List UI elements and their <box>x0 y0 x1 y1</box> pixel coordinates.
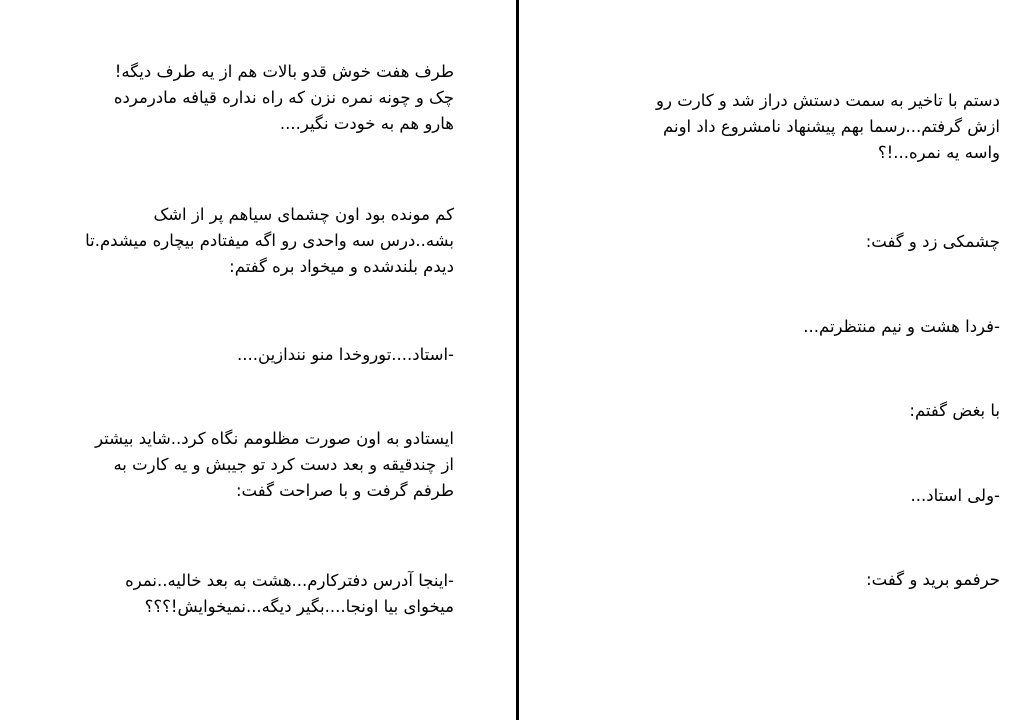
page-divider <box>516 0 519 720</box>
left-paragraph-4 <box>95 426 454 504</box>
left-paragraph-2 <box>85 202 454 280</box>
right-paragraph-6 <box>866 567 1000 593</box>
right-paragraph-4 <box>909 398 1000 424</box>
text-line: ایستادو به اون صورت مظلومم نگاه کرد..شاید بیشتر <box>95 429 454 448</box>
text-line: طرفم گرفت و با صراحت گفت: <box>235 481 454 500</box>
text-line: ازش گرفتم...رسما بهم پیشنهاد نامشروع داد اونم <box>663 117 1000 136</box>
right-paragraph-1 <box>656 88 1000 166</box>
text-line: -اینجا آدرس دفترکارم...هشت به بعد خالیه..نمره <box>125 571 454 590</box>
left-paragraph-3 <box>237 342 454 368</box>
right-paragraph-3 <box>803 314 1000 340</box>
text-line: طرف هفت خوش قدو بالات هم از یه طرف دیگه! <box>114 62 454 81</box>
text-line: از چندقیقه و بعد دست کرد تو جیبش و یه کارت به <box>113 455 454 474</box>
text-line: هارو هم به خودت نگیر.... <box>279 114 454 133</box>
text-line: کم مونده بود اون چشمای سیاهم پر از اشک <box>153 205 454 224</box>
right-paragraph-5 <box>911 483 1000 509</box>
text-line: دستم با تاخیر به سمت دستش دراز شد و کارت رو <box>656 91 1000 110</box>
right-paragraph-2 <box>866 229 1000 255</box>
text-line: -فردا هشت و نیم منتظرتم... <box>803 317 1000 336</box>
text-line: چک و چونه نمره نزن که راه نداره قیافه مادرمرده <box>113 88 454 107</box>
left-paragraph-5 <box>125 568 454 620</box>
text-line: حرفمو برید و گفت: <box>866 570 1000 589</box>
text-line: -ولی استاد... <box>910 486 1000 505</box>
text-line: با بغض گفتم: <box>909 401 1000 420</box>
text-line: بشه..درس سه واحدی رو اگه میفتادم بیچاره میشدم.تا <box>85 231 454 250</box>
left-paragraph-1 <box>114 59 454 137</box>
text-line: میخوای بیا اونجا....بگیر دیگه...نمیخوایش!؟؟؟ <box>144 597 454 616</box>
right-page <box>520 0 1034 720</box>
text-line: دیدم بلندشده و میخواد بره گفتم: <box>229 257 454 276</box>
text-line: چشمکی زد و گفت: <box>865 232 1000 251</box>
left-page <box>0 0 516 720</box>
text-line: -استاد....توروخدا منو نندازین.... <box>237 345 454 364</box>
text-line: واسه یه نمره...!؟ <box>877 143 1000 162</box>
